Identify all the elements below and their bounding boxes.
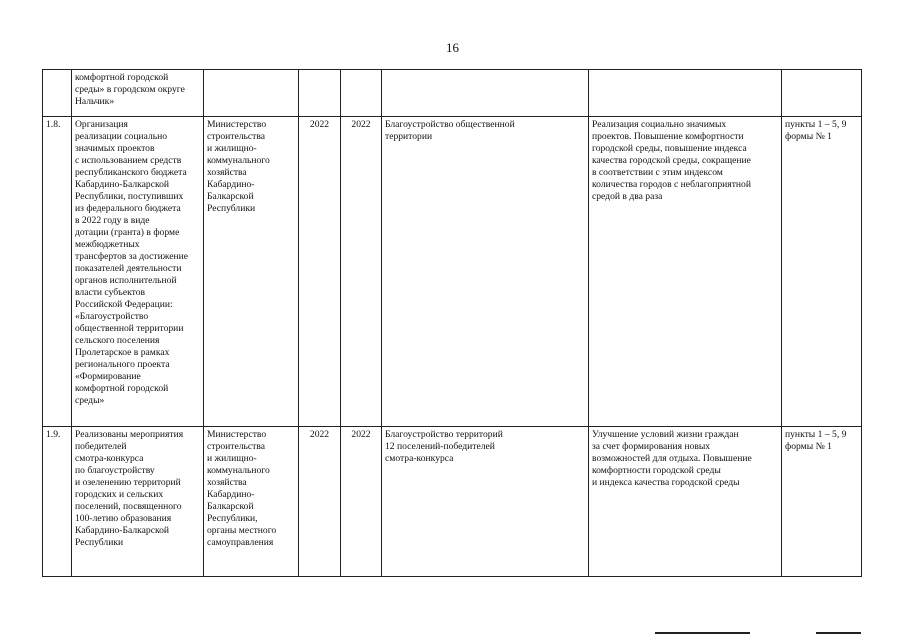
measure-name-cell-line: Реализованы мероприятия (75, 429, 184, 440)
effect-cell-line: за счет формирования новых (592, 441, 711, 452)
executor-cell (204, 117, 299, 427)
indicator-link-cell (782, 117, 862, 427)
effect-cell-line: возможностей для отдыха. Повышение (592, 453, 752, 464)
expected-result-cell (382, 70, 589, 117)
start-year-cell (299, 70, 341, 117)
executor-cell-line: Балкарской (207, 501, 254, 512)
measure-name-cell-line: Республики, поступивших (75, 191, 184, 202)
measures-table (42, 69, 862, 577)
start-year-cell-text: 2022 (309, 429, 330, 440)
start-year-cell (299, 117, 341, 427)
measure-name-cell-line: межбюджетных (75, 239, 140, 250)
effect-cell-line: проектов. Повышение комфортности (592, 131, 744, 142)
measure-name-cell-line: показателей деятельности (75, 263, 182, 274)
row-number-cell-text: 1.8. (46, 119, 61, 130)
effect-cell-line: количества городов с неблагоприятной (592, 179, 751, 190)
executor-cell-line: и жилищно- (207, 143, 257, 154)
effect-cell-line: Улучшение условий жизни граждан (592, 429, 739, 440)
measure-name-cell-line: Республики (75, 537, 124, 548)
measure-name-cell-line: Нальчик» (75, 96, 115, 107)
measure-name-cell-line: Организация (75, 119, 128, 130)
end-year-cell-text: 2022 (351, 429, 371, 440)
executor-cell-line: строительства (207, 131, 266, 142)
measure-name-cell-line: городских и сельских (75, 489, 164, 500)
measure-name-cell-line: значимых проектов (75, 143, 155, 154)
effect-cell-line: Реализация социально значимых (592, 119, 727, 130)
executor-cell-line: Балкарской (207, 191, 254, 202)
measure-name-cell-line: трансфертов за достижение (75, 251, 189, 262)
table-row (43, 427, 862, 577)
measure-name-cell-line: Российской Федерации: (75, 299, 173, 310)
row-number-cell (43, 70, 72, 117)
end-year-cell (341, 117, 382, 427)
measure-name-cell-line: 100-летию образования (75, 513, 172, 524)
effect-cell-line: и индекса качества городской среды (592, 477, 740, 488)
measure-name-cell-line: «Формирование (75, 371, 141, 382)
table-row (43, 117, 862, 427)
footer-line-right (816, 632, 861, 634)
end-year-cell-text: 2022 (351, 119, 371, 130)
expected-result-cell (382, 117, 589, 427)
measure-name-cell-line: среды» в городском округе (75, 84, 185, 95)
effect-cell (589, 70, 782, 117)
expected-result-cell-line: Благоустройство общественной (385, 119, 515, 130)
measure-name-cell-line: республиканского бюджета (75, 167, 187, 178)
executor-cell (204, 427, 299, 577)
indicator-link-cell-line: пункты 1 – 5, 9 (785, 429, 847, 440)
indicator-link-cell-line: формы № 1 (785, 441, 832, 452)
executor-cell-line: Министерство (207, 429, 267, 440)
measure-name-cell-line: регионального проекта (75, 359, 170, 370)
measure-name-cell-line: с использованием средств (75, 155, 182, 166)
measure-name-cell-line: победителей (75, 441, 127, 452)
measure-name-cell-line: и озеленению территорий (75, 477, 181, 488)
indicator-link-cell-line: пункты 1 – 5, 9 (785, 119, 847, 130)
row-number-cell (43, 117, 72, 427)
effect-cell-line: городской среды, повышение индекса (592, 143, 747, 154)
effect-cell-line: в соответствии с этим индексом (592, 167, 723, 178)
indicator-link-cell (782, 70, 862, 117)
executor-cell-line: Кабардино- (207, 179, 255, 190)
effect-cell-line: качества городской среды, сокращение (592, 155, 751, 166)
measure-name-cell-line: комфортной городской (75, 72, 169, 83)
measure-name-cell (72, 70, 204, 117)
footer-line-left (655, 632, 750, 634)
row-number-cell (43, 427, 72, 577)
executor-cell-line: Республики, (207, 513, 258, 524)
executor-cell-line: Министерство (207, 119, 267, 130)
measure-name-cell-line: среды» (75, 395, 105, 406)
measure-name-cell (72, 117, 204, 427)
expected-result-cell-line: смотра-конкурса (385, 453, 454, 464)
measure-name-cell (72, 427, 204, 577)
measure-name-cell-line: общественной территории (75, 323, 184, 334)
measure-name-cell-line: комфортной городской (75, 383, 169, 394)
measure-name-cell-line: «Благоустройство (75, 311, 149, 322)
executor-cell (204, 70, 299, 117)
measure-name-cell-line: органов исполнительной (75, 275, 177, 286)
measure-name-cell-line: в 2022 году в виде (75, 215, 150, 226)
measure-name-cell-line: из федерального бюджета (75, 203, 181, 214)
table-row (43, 70, 862, 117)
measure-name-cell-line: дотации (гранта) в форме (75, 227, 180, 238)
expected-result-cell-line: 12 поселений-победителей (385, 441, 495, 452)
measure-name-cell-line: власти субъектов (75, 287, 146, 298)
measure-name-cell-line: Кабардино-Балкарской (75, 179, 170, 190)
executor-cell-line: Республики (207, 203, 256, 214)
effect-cell-line: средой в два раза (592, 191, 663, 202)
expected-result-cell-line: Благоустройство территорий (385, 429, 503, 440)
start-year-cell (299, 427, 341, 577)
executor-cell-line: хозяйства (207, 167, 247, 178)
end-year-cell (341, 70, 382, 117)
measure-name-cell-line: реализации социально (75, 131, 168, 142)
indicator-link-cell-line: формы № 1 (785, 131, 832, 142)
measure-name-cell-line: поселений, посвященного (75, 501, 182, 512)
measure-name-cell-line: смотра-конкурса (75, 453, 144, 464)
executor-cell-line: самоуправления (207, 537, 274, 548)
row-number-cell-text: 1.9. (46, 429, 61, 440)
measure-name-cell-line: по благоустройству (75, 465, 155, 476)
executor-cell-line: и жилищно- (207, 453, 257, 464)
expected-result-cell-line: территории (385, 131, 433, 142)
expected-result-cell (382, 427, 589, 577)
executor-cell-line: хозяйства (207, 477, 247, 488)
executor-cell-line: органы местного (207, 525, 277, 536)
effect-cell (589, 427, 782, 577)
indicator-link-cell (782, 427, 862, 577)
measure-name-cell-line: сельского поселения (75, 335, 160, 346)
effect-cell-line: комфортности городской среды (592, 465, 721, 476)
page-number: 16 (446, 40, 459, 55)
executor-cell-line: Кабардино- (207, 489, 255, 500)
end-year-cell (341, 427, 382, 577)
start-year-cell-text: 2022 (309, 119, 330, 130)
measure-name-cell-line: Кабардино-Балкарской (75, 525, 170, 536)
effect-cell (589, 117, 782, 427)
measure-name-cell-line: Пролетарское в рамках (75, 347, 170, 358)
executor-cell-line: коммунального (207, 155, 270, 166)
executor-cell-line: коммунального (207, 465, 270, 476)
executor-cell-line: строительства (207, 441, 266, 452)
